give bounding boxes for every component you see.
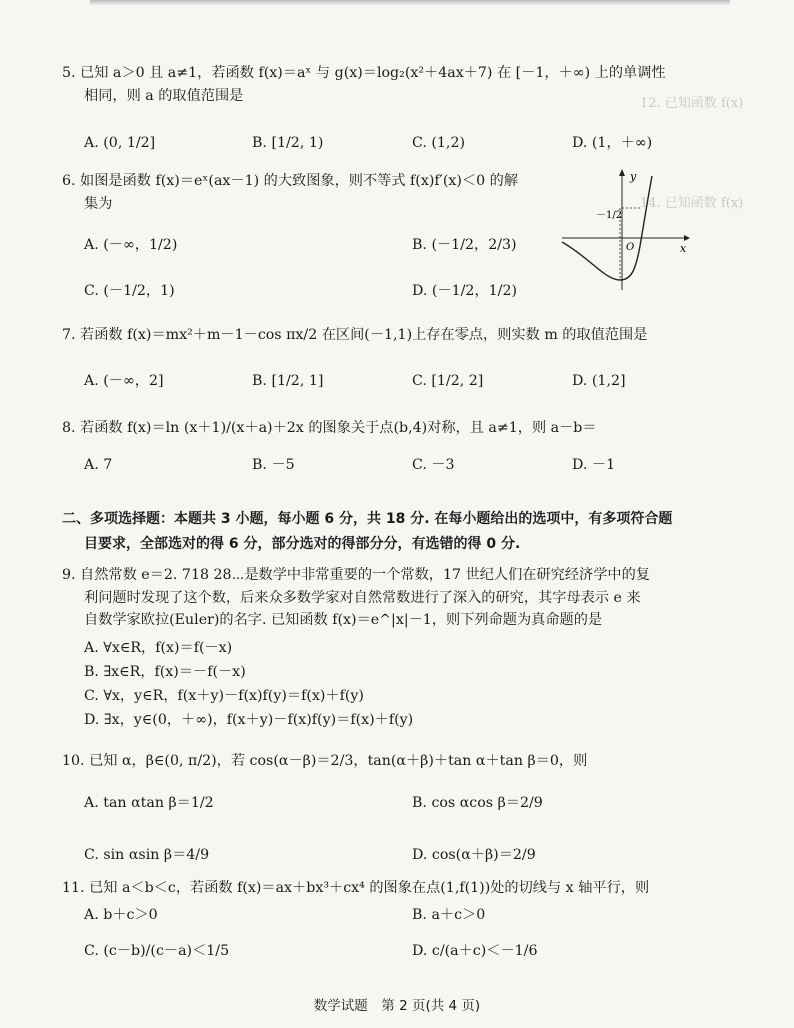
q7-option-b[interactable]: B. [1/2, 1] [252, 373, 324, 389]
q6-option-c[interactable]: C. (－1/2，1) [84, 283, 175, 299]
question-10 [62, 750, 742, 773]
q11-stem-line1: 11. 已知 a＜b＜c，若函数 f(x)＝ax＋bx³＋cx⁴ 的图象在点(1,f(1))处的切线与 x 轴平行，则 [62, 880, 650, 896]
q9-option-a[interactable]: A. ∀x∈R，f(x)＝f(－x) [84, 640, 233, 656]
q11-option-c[interactable]: C. (c－b)/(c－a)＜1/5 [84, 943, 230, 959]
q6-option-a[interactable]: A. (－∞，1/2) [84, 237, 178, 253]
q5-option-c[interactable]: C. (1,2) [412, 135, 466, 151]
q7-stem-line1: 7. 若函数 f(x)＝mx²＋m－1－cos πx/2 在区间(－1,1)上存在零点，则实数 m 的取值范围是 [62, 327, 648, 343]
y-axis-label: y [630, 170, 637, 183]
q5-option-b[interactable]: B. [1/2, 1) [252, 135, 324, 151]
q6-function-graph [560, 168, 690, 293]
q11-option-d[interactable]: D. c/(a＋c)＜－1/6 [412, 943, 538, 959]
q5-stem-line2: 相同，则 a 的取值范围是 [84, 87, 244, 104]
q10-stem-line1: 10. 已知 α，β∈(0, π/2)，若 cos(α－β)＝2/3，tan(α＋β)＋tan α＋tan β＝0，则 [62, 753, 588, 769]
q6-stem-line2: 集为 [84, 195, 113, 212]
q8-option-c[interactable]: C. －3 [412, 457, 455, 473]
q8-option-b[interactable]: B. －5 [252, 457, 295, 473]
section-2-line2: 目要求，全部选对的得 6 分，部分选对的得部分分，有选错的得 0 分. [84, 535, 521, 552]
question-8 [62, 417, 742, 440]
y-axis-arrow-icon [619, 169, 625, 176]
q8-option-a[interactable]: A. 7 [84, 457, 113, 473]
q11-option-b[interactable]: B. a＋c＞0 [412, 907, 486, 923]
q10-option-b[interactable]: B. cos αcos β＝2/9 [412, 795, 543, 811]
q9-option-c[interactable]: C. ∀x，y∈R，f(x＋y)－f(x)f(y)＝f(x)＋f(y) [84, 688, 364, 704]
question-11 [62, 877, 742, 900]
q8-stem-line1: 8. 若函数 f(x)＝ln (x＋1)/(x＋a)＋2x 的图象关于点(b,4)对称，且 a≠1，则 a－b＝ [62, 420, 597, 436]
question-5 [62, 62, 742, 107]
q6-option-b[interactable]: B. (－1/2，2/3) [412, 237, 517, 253]
q11-option-a[interactable]: A. b＋c＞0 [84, 907, 158, 923]
section-2-line1: 二、多项选择题：本题共 3 小题，每小题 6 分，共 18 分. 在每小题给出的选项中，有多项符合题 [62, 511, 673, 527]
q10-option-c[interactable]: C. sin αsin β＝4/9 [84, 847, 210, 863]
x-axis-label: x [680, 242, 687, 255]
bleed-through-text: 14. 已知函数 f(x) [640, 196, 744, 211]
q9-option-b[interactable]: B. ∃x∈R，f(x)＝－f(－x) [84, 664, 246, 680]
q6-option-d[interactable]: D. (－1/2，1/2) [412, 283, 517, 299]
q5-option-a[interactable]: A. (0, 1/2] [84, 135, 156, 151]
question-7 [62, 324, 742, 347]
q9-option-d[interactable]: D. ∃x，y∈(0，＋∞)，f(x＋y)－f(x)f(y)＝f(x)＋f(y) [84, 712, 414, 728]
question-9 [62, 564, 742, 632]
bleed-through-text: 12. 已知函数 f(x) [640, 96, 744, 111]
q9-stem-line1: 9. 自然常数 e＝2. 718 28⋯是数学中非常重要的一个常数，17 世纪人们在研究经济学中的复 [62, 567, 650, 583]
q7-option-a[interactable]: A. (－∞，2] [84, 373, 164, 389]
mark-label: －1/2 [596, 210, 623, 221]
function-curve [562, 176, 652, 280]
q7-option-d[interactable]: D. (1,2] [572, 373, 626, 389]
q9-stem-line3: 自数学家欧拉(Euler)的名字. 已知函数 f(x)＝e^|x|－1，则下列命题为真命题的是 [84, 612, 603, 629]
q7-option-c[interactable]: C. [1/2, 2] [412, 373, 484, 389]
q9-stem-line2: 利问题时发现了这个数，后来众多数学家对自然常数进行了深入的研究，其字母表示 e 来 [84, 589, 641, 606]
q6-stem-line1: 6. 如图是函数 f(x)＝eˣ(ax－1) 的大致图象，则不等式 f(x)f′(x)＜0 的解 [62, 173, 519, 189]
q10-option-a[interactable]: A. tan αtan β＝1/2 [84, 795, 214, 811]
page-top-edge [90, 0, 730, 5]
q10-option-d[interactable]: D. cos(α＋β)＝2/9 [412, 847, 536, 863]
q8-option-d[interactable]: D. －1 [572, 457, 616, 473]
x-axis-arrow-icon [684, 235, 690, 241]
q5-stem-line1: 5. 已知 a＞0 且 a≠1，若函数 f(x)＝aˣ 与 g(x)＝log₂(x²＋4ax＋7) 在 [－1，＋∞) 上的单调性 [62, 65, 666, 81]
section-2-header [62, 507, 742, 556]
q5-option-d[interactable]: D. (1，＋∞) [572, 135, 653, 151]
origin-label: O [626, 242, 635, 253]
page-footer: 数学试题 第 2 页(共 4 页) [313, 998, 481, 1014]
